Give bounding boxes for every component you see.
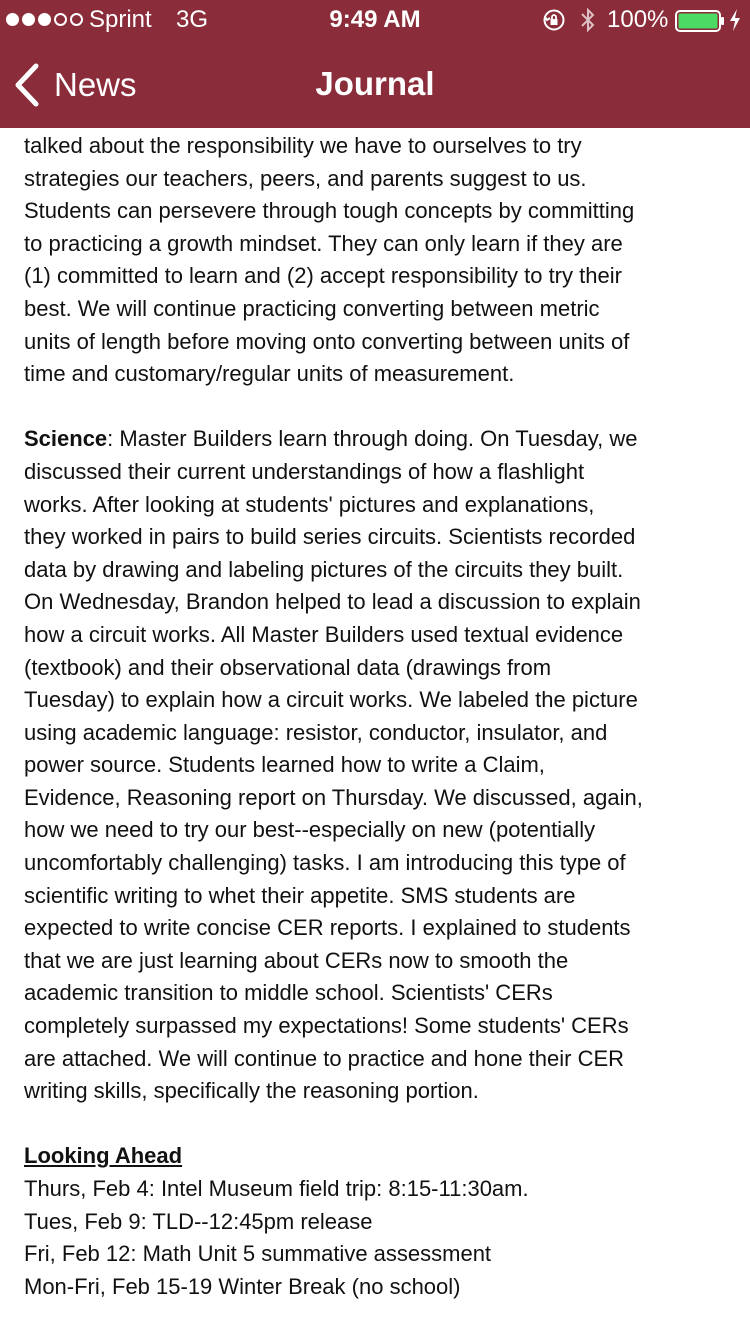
text-line: writing skills, specifically the reasoning portion. (24, 1078, 479, 1104)
section-heading: Looking Ahead (24, 1143, 183, 1169)
list-item: Mon-Fri, Feb 15-19 Winter Break (no school) (24, 1273, 461, 1299)
text-line: On Wednesday, Brandon helped to lead a discussion to explain (24, 589, 641, 615)
text-line: how we need to try our best--especially on new (potentially (24, 817, 596, 843)
charging-bolt-icon (728, 8, 742, 32)
battery-percentage: 100% (607, 6, 669, 33)
text-line: power source. Students learned how to write a Claim, (24, 752, 545, 778)
text-line: best. We will continue practicing converting between metric (24, 295, 600, 321)
text-line: to practicing a growth mindset. They can only learn if they are (24, 230, 623, 256)
text-line: data by drawing and labeling pictures of the circuits they built. (24, 556, 624, 582)
text-line: (1) committed to learn and (2) accept responsibility to try their (24, 263, 622, 289)
text-line: talked about the responsibility we have to ourselves to try (24, 133, 582, 158)
bluetooth-icon (580, 6, 596, 34)
text-line (24, 423, 730, 456)
subject-label: Science (24, 426, 108, 452)
text-line: that we are just learning about CERs now to smooth the (24, 947, 569, 973)
text-line: discussed their current understandings of how a flashlight (24, 458, 585, 484)
text-line: uncomfortably challenging) tasks. I am introducing this type of (24, 850, 626, 876)
status-bar (0, 0, 750, 40)
text-line: units of length before moving onto converting between units of (24, 328, 630, 354)
page-title: Journal (315, 65, 435, 102)
text-fragment: : Master Builders learn through doing. On Tuesday, we (107, 426, 638, 452)
navigation-bar (0, 0, 750, 128)
text-line: Students can persevere through tough concepts by committing (24, 198, 635, 224)
math-paragraph (24, 130, 730, 391)
list-item: Fri, Feb 12: Math Unit 5 summative assessment (24, 1241, 492, 1267)
science-paragraph (24, 423, 730, 1107)
paragraph-gap (24, 391, 730, 424)
text-line: works. After looking at students' pictures and explanations, (24, 491, 595, 517)
carrier-name: Sprint (89, 6, 152, 33)
text-line: (textbook) and their observational data (drawings from (24, 654, 552, 680)
text-line: scientific writing to whet their appetite. SMS students are (24, 882, 576, 908)
looking-ahead-section (24, 1140, 730, 1303)
orientation-lock-icon (542, 8, 566, 32)
text-line: how a circuit works. All Master Builders used textual evidence (24, 621, 624, 647)
article-body (24, 128, 730, 1303)
status-time: 9:49 AM (329, 6, 421, 33)
text-line: academic transition to middle school. Scientists' CERs (24, 980, 553, 1006)
battery-icon (675, 10, 725, 32)
back-button-label: News (54, 66, 137, 103)
network-type: 3G (176, 6, 209, 33)
text-line: Tuesday) to explain how a circuit works. We labeled the picture (24, 687, 638, 713)
text-line: they worked in pairs to build series circuits. Scientists recorded (24, 524, 636, 550)
text-line: time and customary/regular units of measurement. (24, 361, 515, 387)
paragraph-gap (24, 1108, 730, 1141)
list-item: Tues, Feb 9: TLD--12:45pm release (24, 1208, 373, 1234)
list-item: Thurs, Feb 4: Intel Museum field trip: 8:15-11:30am. (24, 1176, 529, 1201)
text-line: expected to write concise CER reports. I explained to students (24, 915, 631, 941)
text-line: using academic language: resistor, conductor, insulator, and (24, 719, 608, 745)
text-line: completely surpassed my expectations! Some students' CERs (24, 1013, 629, 1039)
text-line: strategies our teachers, peers, and parents suggest to us. (24, 165, 587, 191)
text-line: are attached. We will continue to practice and hone their CER (24, 1045, 625, 1071)
text-line: Evidence, Reasoning report on Thursday. We discussed, again, (24, 784, 643, 810)
